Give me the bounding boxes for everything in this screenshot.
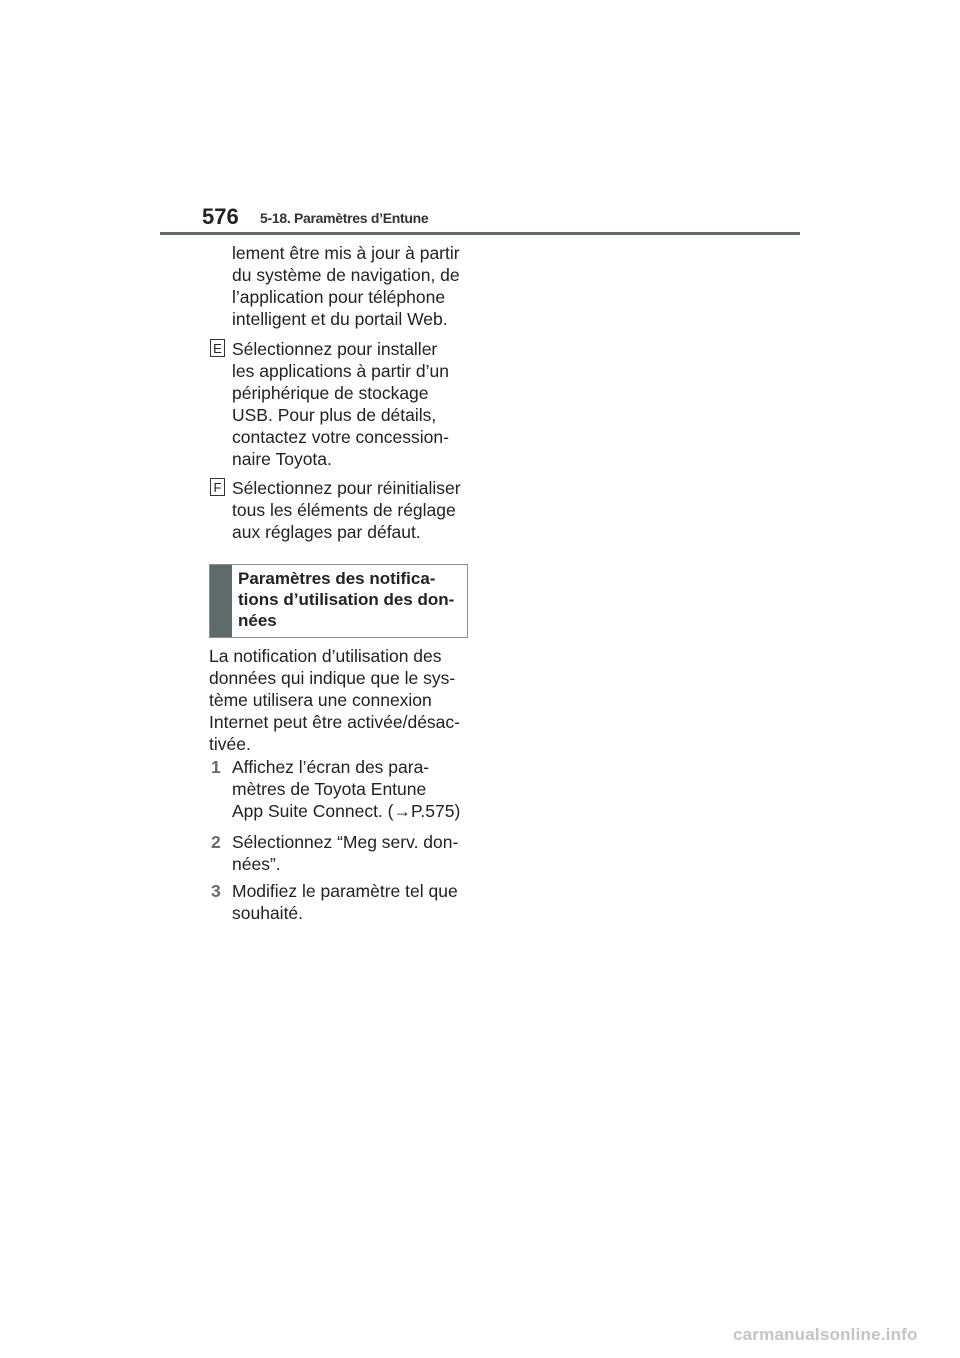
text-line: l’application pour téléphone [232, 287, 446, 307]
text-line: tème utilisera une connexion [209, 690, 432, 710]
text-line: Internet peut être activée/désac- [209, 712, 460, 732]
step-1-text [232, 756, 472, 822]
step-number-1: 1 [211, 757, 221, 777]
step-number-3: 3 [211, 881, 221, 901]
section-heading-box [209, 564, 468, 638]
step-2-text [232, 831, 472, 875]
text-line: lement être mis à jour à partir [232, 243, 460, 263]
continuation-paragraph [232, 242, 472, 330]
section-title: 5-18. Paramètres d’Entune [260, 210, 429, 226]
watermark: carmanualsonline.info [733, 1325, 918, 1344]
section-heading [238, 568, 468, 631]
text-line: nées”. [232, 854, 281, 874]
text-line: périphérique de stockage [232, 383, 429, 403]
text-line: souhaité. [232, 903, 304, 923]
text-line: Sélectionnez “Meg serv. don- [232, 832, 459, 852]
text-line: La notification d’utilisation des [209, 646, 442, 666]
text-line: données qui indique que le sys- [209, 668, 456, 688]
text-line: Modifiez le paramètre tel que [232, 881, 458, 901]
page-header [160, 200, 800, 236]
step-number-2: 2 [211, 832, 221, 852]
text-line: intelligent et du portail Web. [232, 309, 448, 329]
text-line: tivée. [209, 734, 251, 754]
text-line: Affichez l’écran des para- [232, 757, 430, 777]
heading-line: tions d’utilisation des don- [238, 590, 455, 609]
text-line: naire Toyota. [232, 449, 332, 469]
text-line: USB. Pour plus de détails, [232, 405, 437, 425]
section-heading-bar [210, 565, 232, 637]
text-line: du système de navigation, de [232, 265, 460, 285]
item-f-description [232, 477, 472, 543]
text-line: tous les éléments de réglage [232, 500, 456, 520]
text-line: contactez votre concession- [232, 427, 449, 447]
page-reference-link[interactable]: App Suite Connect. (→P.575) [232, 801, 461, 821]
item-marker-e: E [210, 339, 225, 357]
step-3-text [232, 880, 472, 924]
text-line: aux réglages par défaut. [232, 522, 421, 542]
text-line: les applications à partir d’un [232, 361, 449, 381]
text-line: mètres de Toyota Entune [232, 779, 427, 799]
text-line: Sélectionnez pour installer [232, 339, 438, 359]
heading-line: nées [238, 611, 277, 630]
item-marker-f: F [210, 478, 225, 496]
header-rule [160, 232, 800, 235]
heading-line: Paramètres des notifica- [238, 569, 436, 588]
item-e-description [232, 338, 472, 470]
intro-paragraph [209, 645, 471, 755]
text-line: Sélectionnez pour réinitialiser [232, 478, 461, 498]
page-number: 576 [202, 204, 239, 229]
